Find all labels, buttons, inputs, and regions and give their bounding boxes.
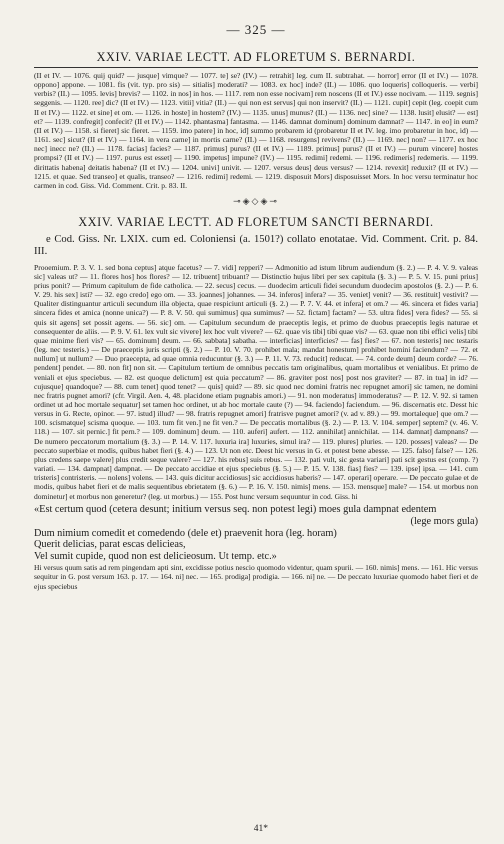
section-title-floretum: XXIV. VARIAE LECTT. AD FLORETUM SANCTI BERNARDI. <box>78 215 434 230</box>
title-rule <box>34 67 478 68</box>
verse-line: Dum nimium comedit et comedendo (dele et) praevenit hora (leg. horam) <box>34 527 337 539</box>
section2-intro: e Cod. Giss. Nr. LXIX. cum ed. Coloniensi (a. 1501?) collato enotatae. Vid. Comment. Crit. p. 84. III. <box>34 234 478 258</box>
section1-text: (II et IV. — 1076. quij quid? — jusque] vimque? — 1077. te] se? (IV.) — retrahit] leg. cum II. subtrahat. — horror] error (II et IV.) — 1078. oppono] appone. — 1081. fis (vit. typ. pro sis) — sitialis] moderati? — 1083. ex hoc] inde? (II.) — 1086. quo loqueris] colloqueris. — verbi] verbis? (II.) — 1095. levis] brevis? — 1102. in nos] in hos. — 1117. rem non esse nocivam] rem noscens (II et IV.) esse nocivam. — 1119. segnis] seggenis. — 1120. ree] dic? (II et IV.) — 1123. vitii] vitia? (II.) — qui non est servus] qui non inservit? (II.) — 1121. cupit] cepit (leg. coepit cum II et IV.) — 1122. et sine] et om. — 1126. in hoste] in hostem? (IV.) — 1135. unus] munus? (II.) — 1136. nec] sine? — 1138. lusit] elusit? — est] et? — 1139. confregit] confecit? (II et IV.) — 1142. phantasma] fantasma. — 1146. damnat dominum] dominum damnat? — 1147. in eo] in eum? (II et IV.) — 1158. si fieret] sic fieret. — 1159. imo patere] in hoc, id] summo probarem id (probaretur II et IV. leg. imo probaretur in hoc, id) — 1161. sec] sicut? (II et IV.) — 1164. in vera carne] in mortis carne? (II.) — 1168. resurgens] revivens? (II.) — 1169. nec] non? — 1177. ex hoc nec] inecc ne? (II.) — 1178. facias] facies? — 1187. primus] purus? (II et IV.) — 1189. primus] purus? (II et IV.) — purum vincere] hostes prompsi? (II et IV.) — 1197. purus est esset] — 1190. impetus] impune? (IV.) — 1195. redimi] redemi. — 1196. redimeris] redemeris. — 1199. dirittatis habena] deitatis habena? (II et IV.) — 1204. univi] univit. — 1207. versus deus] deus versus? — 1214. revexit] reduxit? (II et IV.) — 1215. et quae. Sed transeo] et qualis, transeo? — 1216. redimi] redemi. — 1219. disposuit Mors] disposuisset Mors. In hoc versu terminatur hoc carmen in cod. Giss. Vid. Comment. Crit. p. 83. II. <box>34 71 478 190</box>
ornament-divider: ⊸◈◇◈⊸ <box>233 196 279 207</box>
section2-body: Prooemium. P. 3. V. 1. sed bona ceptus] atque facetus? — 7. vidi] repperi? — Admonitio ad istum librum audiendum (§. 2.) — P. 4. V. 9. valeas sic] valeas ut? — 11. flores hos] hos flores? — 12. tribuent] tribuant? — Distinctio hujus libri per sex capitula (§. 3.) — P. 5. V. 15. puni prius] prius ponit? — Primum capitulum de fide catholica. — 22. secus] cecus. — duodecim articuli fidei secundum duodecim apostolos (§. 2.) — P. 6. V. 29. his sex] isti? — 32. ego credo] ego om. — 33. joannes] johannes. — 34. inferos] infera? — 35. veniet] venit? — 36. restituit] vestivit? — Qualiter distinguantur articuli secundum illa objecta, quae respiciunt articuli (§. 2.) — P. 7. V. 44. et infera] et om.? — 46. sincera et fides varia] sincera fides et amica (nonne unica?) — P. 8. V. 50. qui sumimus] qua sumimus? — 52. fictam] factam? — 53. ultra fides] vera fides? — 55. si quis sit agens] set possit agens. — 56. sic] om. — Capitulum secundum de praeceptis legis, et primo de duobus praeceptis legis naturae et consequenter de aliis. — P. 9. V. 61. lex vult sic vivere] lex hoc vult vivere? — 62. quae vis tibi] tibi quae vis? — 63. quae non tibi effici velis] tibi quae minime fieri vis? — 65. dominum] deum. — 66. sabbata] sabatha. — interficias] interficies? — fas] fies? — 67. non testeris] nec testaris (leg. nec testeris.) — De praeceptis juris scripti (§. 2.) — P. 10. V. 70. prohibet mala; mandat honestum] prohibet homini faciendum? — 72. et nullum] ut nullum? — Duo praecepta, ad quae omnia reducuntur (§. 3.) — P. 11. V. 73. reducit] reducat. — 74. corde deum] deum corde? — 76. pendent] pendet. — 80. non fit] non sit. — Capitulum tertium de omnibus peccatis tam originalibus, quam mortalibus et venialibus. Et primo de veniali et ejus speciebus. — 82. est quoque delictum] est quia peccatum? — 86. graviter post nos] post nos graviter? — 87. in tua] in id? — cujusque] quandoque? — 88. cum tenet] quod tenet? — quis] quid? — 89. sic quod nec domini fratris nec repugnet amori] sic tamen, ne domini nec fratris pugnet amori? (cfr. Virgil. Aen. 4, 48. placidone etiam pugnabis amori.) — 91. non moderatus] immoderatus? — P. 12. V. 92. si tamen ordinet ut ad hoc mortale sequatur] set tamen hoc ordinet, ut ab hoc mortale caute (?) — 94. faciendo] faciendum. — 96. discernatis etc. Desst hic versus in G. Recte, opinor. — 97. istud] illud? — 98. fratris repugnet amori] fratrisve pugnet amori? (v. ad v. 89.) — 99. mortaleque] que om.? — 100. scismatque] scisma quoque. — 103. tum fit ven.] ne fit ven.? — De peccatis mortalibus (§. 2.) — P. 13. V. 104. semper] septem? (v. 46. V. 118.) — 107. sit pernic.] fit pern.? — 109. dominum] deum. — 110. auferi] aufert. — 112. annihilat] annichilat. — 114. damnat] dampnans? — De numero peccatorum mortalium (§. 3.) — P. 14. V. 117. luxuria ira] luxuries, simul ira? — 119. plures] pluries. — 120. posses] valeas? — De peccato superbiae et modis, quibus habet fieri (§. 4.) — 123. Ut non etc. Deest hic versus in G. et potest bene abesse. — 125. falso] false? — 126. plus credens saepe valere] plus credit seque valere? — 127. his rebus] suis rebus. — 132. pati vult, sic gesta variari] pati scit gestus est (comp. ?) variati. — 134. dampnat] dampnat. — De peccato accidiae et ejus speciebus (§. 5.) — P. 15. V. 138. fias] fies? — 139. ipse] ipsa. — 141. cum tristeris] contristeris. — nolens] volens. — 143. quis dicitur accidiosus] sic accidiosus haberis? — 147. operari] operare. — De peccato gulae et de modis, quibus habet fieri et de malis sequentibus ebrietatem (§. 6.) — P. 16. V. 150. nimis] mens. — 153. mensque] male? — 154. ut morbus non dominetur] et morbus non generetur? (leg. ut morbus.) — 155. Post hunc versum sequuntur in cod. Giss. hi <box>34 262 478 501</box>
closing-text: Hi versus quum satis ad rem pingendam apti sint, excidisse potius nescio quomodo videntur, quam spurii. — 160. nimis] mens. — 161. Hic versus sequitur in G. post versum 163. p. 17. — 164. ni] nec. — 165. prodiga] prodigia. — 166. ni] ne. — De peccato luxuriae quomodo habet fieri et de ejus speciebus <box>34 563 478 591</box>
page-number: — 325 — <box>226 22 286 37</box>
verse-line: Vel sumit cupide, quod non est delicieosum. Ut temp. etc.» <box>34 551 277 563</box>
section1-body <box>34 71 478 190</box>
signature-mark: 41* <box>253 824 268 834</box>
verse-line: «Est certum quod (cetera desunt; initium versus seq. non potest legi) moes gula dampnat edentem <box>34 503 437 515</box>
section-title-variae-lectt: XXIV. VARIAE LECTT. AD FLORETUM S. BERNARDI. <box>96 50 416 64</box>
verse-line: Querit delicias, parat escas delicieas, <box>34 539 186 551</box>
verse-block <box>34 504 478 564</box>
verse-line: (lege mors gula) <box>410 515 478 527</box>
